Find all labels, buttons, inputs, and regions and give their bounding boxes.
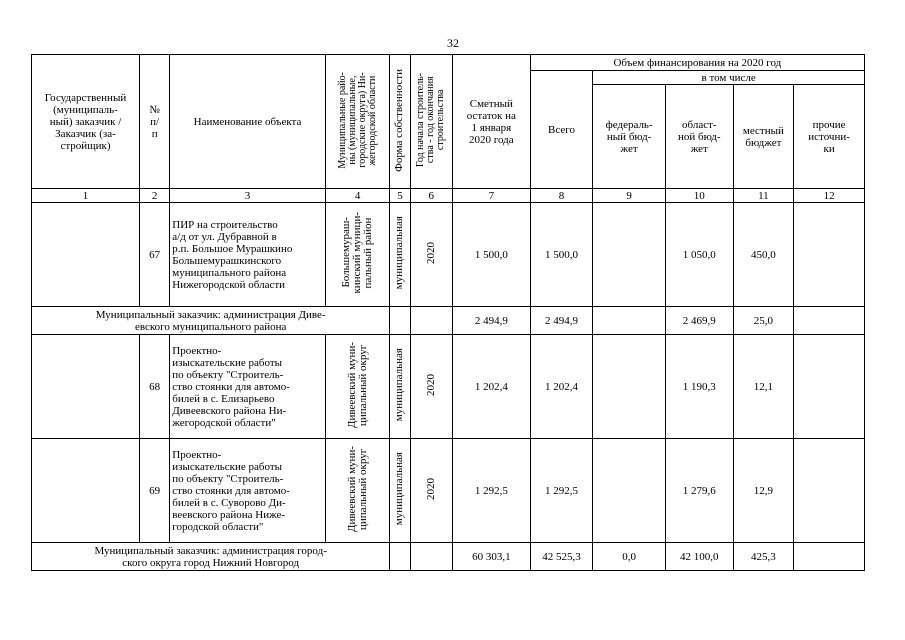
header-row-1 bbox=[32, 55, 865, 71]
table-row bbox=[32, 335, 865, 439]
total-value: 42 525,3 bbox=[530, 543, 593, 571]
other-value bbox=[794, 543, 865, 571]
estimate-value: 60 303,1 bbox=[452, 543, 530, 571]
column-number: 1 bbox=[32, 189, 140, 203]
ownership-cell bbox=[390, 335, 410, 439]
regional-value: 2 469,9 bbox=[665, 307, 733, 335]
header-years: Год начала строитель- ства - год окончания строительства bbox=[415, 72, 447, 168]
local-value: 12,9 bbox=[733, 439, 794, 543]
column-number: 3 bbox=[170, 189, 325, 203]
header-federal: федераль- ный бюд- жет bbox=[593, 85, 666, 189]
header-ownership-cell bbox=[390, 55, 410, 189]
header-total: Всего bbox=[530, 71, 593, 189]
district-cell bbox=[325, 203, 390, 307]
header-customer: Государственный (муниципаль- ный) заказчик / Заказчик (за- стройщик) bbox=[32, 55, 140, 189]
total-value: 1 292,5 bbox=[530, 439, 593, 543]
other-value bbox=[794, 203, 865, 307]
header-including: в том числе bbox=[593, 71, 865, 85]
column-number: 8 bbox=[530, 189, 593, 203]
ownership-cell bbox=[390, 203, 410, 307]
header-estimate: Сметный остаток на 1 января 2020 года bbox=[452, 55, 530, 189]
ownership-cell bbox=[390, 543, 410, 571]
header-district: Муниципальные райо- ны (муниципальные, городские округа) Ни- жегородской области bbox=[336, 71, 378, 169]
regional-value: 1 190,3 bbox=[665, 335, 733, 439]
district: Дивеевский муни- ципальный округ bbox=[345, 341, 369, 429]
column-number: 10 bbox=[665, 189, 733, 203]
ownership-cell bbox=[390, 307, 410, 335]
year-cell bbox=[410, 335, 452, 439]
district: Дивеевский муни- ципальный округ bbox=[345, 445, 369, 533]
table-row bbox=[32, 203, 865, 307]
column-number: 4 bbox=[325, 189, 390, 203]
page-number: 32 bbox=[447, 36, 459, 50]
header-ownership: Форма собственности bbox=[393, 68, 406, 172]
group-label: Муниципальный заказчик: администрация Диве- евского муниципального района bbox=[32, 307, 390, 335]
header-local: местный бюджет bbox=[733, 85, 794, 189]
ownership-cell bbox=[390, 439, 410, 543]
header-other: прочие источни- ки bbox=[794, 85, 865, 189]
total-value: 2 494,9 bbox=[530, 307, 593, 335]
column-number: 2 bbox=[140, 189, 170, 203]
header-regional: област- ной бюд- жет bbox=[665, 85, 733, 189]
federal-value bbox=[593, 335, 666, 439]
customer-cell bbox=[32, 335, 140, 439]
column-number: 5 bbox=[390, 189, 410, 203]
total-value: 1 202,4 bbox=[530, 335, 593, 439]
year-cell bbox=[410, 307, 452, 335]
federal-value bbox=[593, 307, 666, 335]
column-number: 6 bbox=[410, 189, 452, 203]
other-value bbox=[794, 335, 865, 439]
year: 2020 bbox=[424, 374, 437, 396]
header-object-name: Наименование объекта bbox=[170, 55, 325, 189]
customer-cell bbox=[32, 439, 140, 543]
regional-value: 1 050,0 bbox=[665, 203, 733, 307]
header-number: № п/ п bbox=[140, 55, 170, 189]
table-row bbox=[32, 439, 865, 543]
column-number: 7 bbox=[452, 189, 530, 203]
ownership: муниципальная bbox=[393, 216, 406, 290]
local-value: 25,0 bbox=[733, 307, 794, 335]
column-number: 12 bbox=[794, 189, 865, 203]
local-value: 425,3 bbox=[733, 543, 794, 571]
row-number: 67 bbox=[140, 203, 170, 307]
group-row bbox=[32, 543, 865, 571]
year-cell bbox=[410, 543, 452, 571]
financing-table bbox=[31, 54, 865, 571]
regional-value: 42 100,0 bbox=[665, 543, 733, 571]
ownership: муниципальная bbox=[393, 348, 406, 422]
year: 2020 bbox=[424, 478, 437, 500]
header-district-cell bbox=[325, 55, 390, 189]
estimate-value: 2 494,9 bbox=[452, 307, 530, 335]
header-financing: Объем финансирования на 2020 год bbox=[530, 55, 864, 71]
year-cell bbox=[410, 439, 452, 543]
group-row bbox=[32, 307, 865, 335]
year: 2020 bbox=[424, 242, 437, 264]
federal-value bbox=[593, 203, 666, 307]
federal-value: 0,0 bbox=[593, 543, 666, 571]
estimate-value: 1 500,0 bbox=[452, 203, 530, 307]
year-cell bbox=[410, 203, 452, 307]
district: Большемураш- кинский муници- пальный район bbox=[340, 212, 375, 294]
header-years-cell bbox=[410, 55, 452, 189]
column-number: 11 bbox=[733, 189, 794, 203]
column-number: 9 bbox=[593, 189, 666, 203]
other-value bbox=[794, 307, 865, 335]
customer-cell bbox=[32, 203, 140, 307]
local-value: 12,1 bbox=[733, 335, 794, 439]
district-cell bbox=[325, 439, 390, 543]
regional-value: 1 279,6 bbox=[665, 439, 733, 543]
other-value bbox=[794, 439, 865, 543]
object-name: Проектно- изыскательские работы по объекту "Строитель- ство стоянки для автомо- билей в с. Елизарьево Дивеевского района Ни- жегородской области" bbox=[170, 335, 325, 439]
object-name: Проектно- изыскательские работы по объекту "Строитель- ство стоянки для автомо- билей в с. Суворово Ди- веевского района Ниже- городской области" bbox=[170, 439, 325, 543]
column-numbers-row bbox=[32, 189, 865, 203]
row-number: 69 bbox=[140, 439, 170, 543]
object-name: ПИР на строительство а/д от ул. Дубравной в р.п. Большое Мурашкино Большемурашкинского муниципального района Нижегородской области bbox=[170, 203, 325, 307]
estimate-value: 1 202,4 bbox=[452, 335, 530, 439]
federal-value bbox=[593, 439, 666, 543]
total-value: 1 500,0 bbox=[530, 203, 593, 307]
ownership: муниципальная bbox=[393, 452, 406, 526]
row-number: 68 bbox=[140, 335, 170, 439]
local-value: 450,0 bbox=[733, 203, 794, 307]
group-label: Муниципальный заказчик: администрация город- ского округа город Нижний Новгород bbox=[32, 543, 390, 571]
estimate-value: 1 292,5 bbox=[452, 439, 530, 543]
district-cell bbox=[325, 335, 390, 439]
